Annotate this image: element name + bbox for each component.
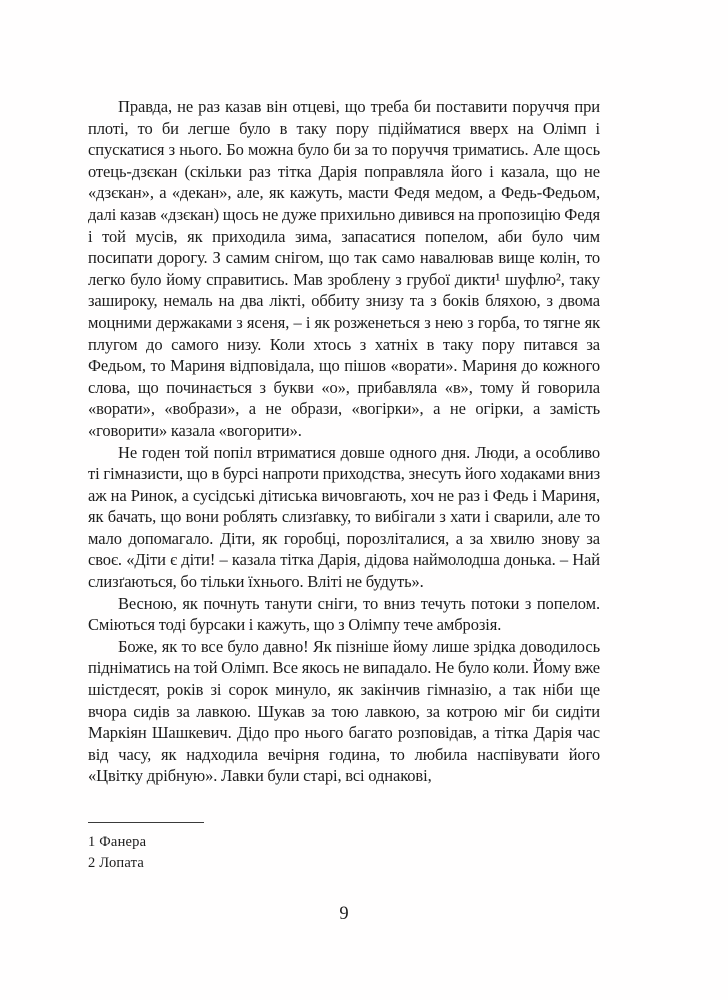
page-number: 9: [339, 904, 349, 924]
body-text-block: [88, 96, 600, 787]
footnote-divider: [88, 822, 204, 823]
paragraph-1: Правда, не раз казав він отцеві, що треба би поставити поруччя при плоті, то би легше було в таку пору підійматися вверх на Олімп і спускатися з нього. Бо можна було би за то поруччя триматись. Але щось отець-дзєкан (скільки раз тітка Дарія поправляла його і казала, що не «дзєкан», а «декан», але, як кажуть, масти Федя медом, а Федь-Федьом, далі казав «дзєкан) щось не дуже прихильно дивився на пропозицію Федя і той мусів, як приходила зима, запасатися попелом, аби було чим посипати дорогу. З самим снігом, що так само навалював вище колін, то легко було йому справитись. Мав зроблену з грубої дикти¹ шуфлю², таку зашироку, немаль на два лікті, оббиту знизу та з боків бляхою, з двома моцними держаками з ясеня, – і як розженеться з нею з горба, то тягне як плугом до самого низу. Коли хтось з хатніх в таку пору питався за Федьом, то Мариня відповідала, що пішов «ворати». Мариня до кожного слова, що починається з букви «о», прибавляла «в», тому й говорила «ворати», «вобрази», а не образи, «вогірки», а не огірки, а замість «говорити» казала «вогорити».: [88, 97, 600, 440]
footnote-2: 2 Лопата: [88, 855, 144, 871]
paragraph-4: Боже, як то все було давно! Як пізніше йому лише зрідка доводилось підніматись на той Олімп. Все якось не випадало. Не було коли. Йому вже шістдесят, років зі сорок минуло, як закінчив гімназію, а так ніби ще вчора сидів за лавкою. Шукав за тою лавкою, за котрою міг би сидіти Маркіян Шашкевич. Дідо про нього багато розповідав, а тітка Дарія час від часу, як надходила вечірня година, то любила наспівувати його «Цвітку дрібную». Лавки були старі, всі однакові,: [88, 636, 600, 786]
paragraph-2: Не годен той попіл втриматися довше одного дня. Люди, а особливо ті гімназисти, що в бурсі напроти приходства, знесуть його ходаками вниз аж на Ринок, а сусідські дітиська вичовгають, хоч не раз і Федь і Мариня, як бачать, що вони роблять слизґавку, то вибігали з хати і сварили, але то мало допомагало. Діти, як горобці, порозліталися, а за хвилю знову за своє. «Діти є діти! – казала тітка Дарія, дідова наймолодша донька. – Най слизґаються, бо тільки їхнього. Вліті не будуть».: [88, 442, 600, 592]
paragraph-3: Весною, як почнуть танути сніги, то вниз течуть потоки з попелом. Сміються тоді бурсаки і кажуть, що з Олімпу тече амброзія.: [88, 593, 600, 635]
footnotes-section: [88, 822, 600, 874]
footnote-1: 1 Фанера: [88, 834, 147, 850]
